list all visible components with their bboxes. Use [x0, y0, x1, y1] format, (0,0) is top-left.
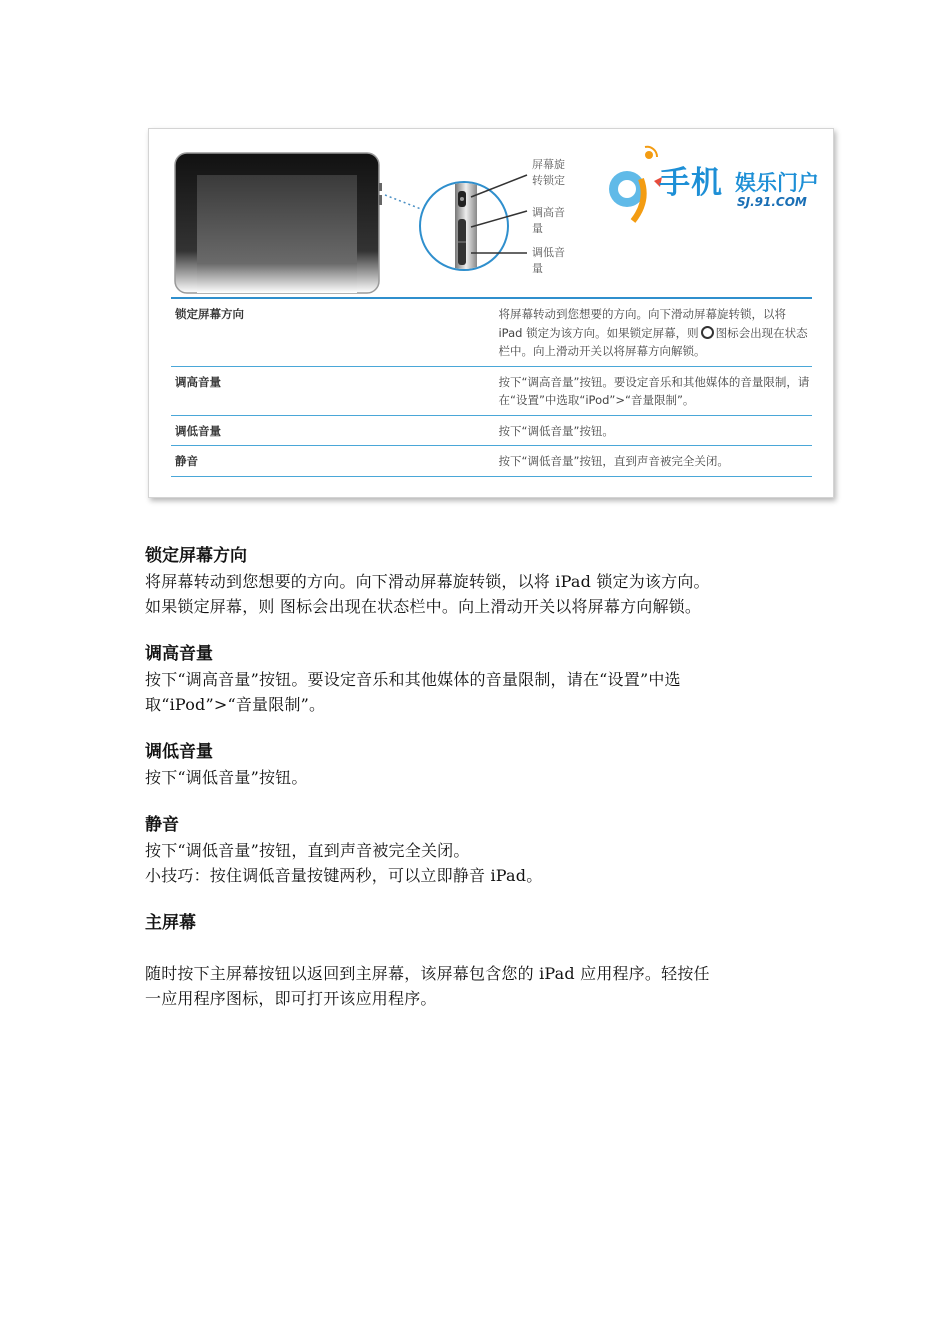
callout-volume-down: 调低音量	[532, 246, 565, 275]
section-line: 取“iPod”>“音量限制”。	[145, 695, 326, 714]
table-row	[171, 297, 812, 367]
row-name: 调低音量	[175, 423, 221, 438]
row-description: 按下“调高音量”按钮。要设定音乐和其他媒体的音量限制，请在“设置”中选取“iPod”>“音量限制”。	[498, 374, 810, 407]
ipad-screen	[197, 175, 357, 293]
section-line	[145, 936, 825, 961]
row-description: 按下“调低音量”按钮，直到声音被完全关闭。	[498, 454, 729, 468]
site-logo	[601, 141, 823, 219]
section-line: 将屏幕转动到您想要的方向。向下滑动屏幕旋转锁，以将 iPad 锁定为该方向。	[145, 572, 710, 591]
function-table	[171, 297, 812, 477]
logo-brand-main: 手机	[659, 165, 723, 201]
row-name: 调高音量	[175, 374, 221, 389]
section-line: 一应用程序图标，即可打开该应用程序。	[145, 989, 437, 1008]
table-row	[171, 446, 812, 477]
section-title: 锁定屏幕方向	[145, 546, 247, 566]
section-line: 如果锁定屏幕，则 图标会出现在状态栏中。向上滑动开关以将屏幕方向解锁。	[145, 597, 702, 616]
row-name: 静音	[175, 454, 198, 468]
section-title: 静音	[145, 815, 179, 835]
document-body	[145, 544, 825, 1011]
section-line: 随时按下主屏幕按钮以返回到主屏幕，该屏幕包含您的 iPad 应用程序。轻按任	[145, 964, 710, 983]
rotation-lock-icon	[701, 326, 714, 339]
section-title: 调高音量	[145, 644, 213, 664]
section-line: 按下“调低音量”按钮，直到声音被完全关闭。	[145, 841, 470, 860]
section-line: 按下“调高音量”按钮。要设定音乐和其他媒体的音量限制，请在“设置”中选	[145, 670, 681, 689]
callout-rotation-lock: 屏幕旋转锁定	[532, 158, 565, 187]
section-line: 小技巧：按住调低音量按键两秒，可以立即静音 iPad。	[145, 866, 543, 885]
row-description: 按下“调低音量”按钮。	[498, 423, 614, 438]
logo-brand-sub: 娱乐门户	[735, 171, 819, 195]
section-line: 按下“调低音量”按钮。	[145, 768, 308, 787]
section-title: 主屏幕	[145, 913, 196, 933]
callout-volume-up: 调高音量	[532, 206, 565, 235]
row-description: 将屏幕转动到您想要的方向。向下滑动屏幕旋转锁，以将 iPad 锁定为该方向。如果锁定屏幕，则 图标会出现在状态栏中。向上滑动开关以将屏幕方向解锁。	[498, 307, 808, 358]
ipad-side-buttons-figure	[148, 128, 834, 498]
section-title: 调低音量	[145, 742, 213, 762]
row-name: 锁定屏幕方向	[175, 307, 244, 321]
table-row	[171, 367, 812, 416]
table-row	[171, 416, 812, 447]
logo-url: SJ.91.COM	[737, 195, 807, 209]
